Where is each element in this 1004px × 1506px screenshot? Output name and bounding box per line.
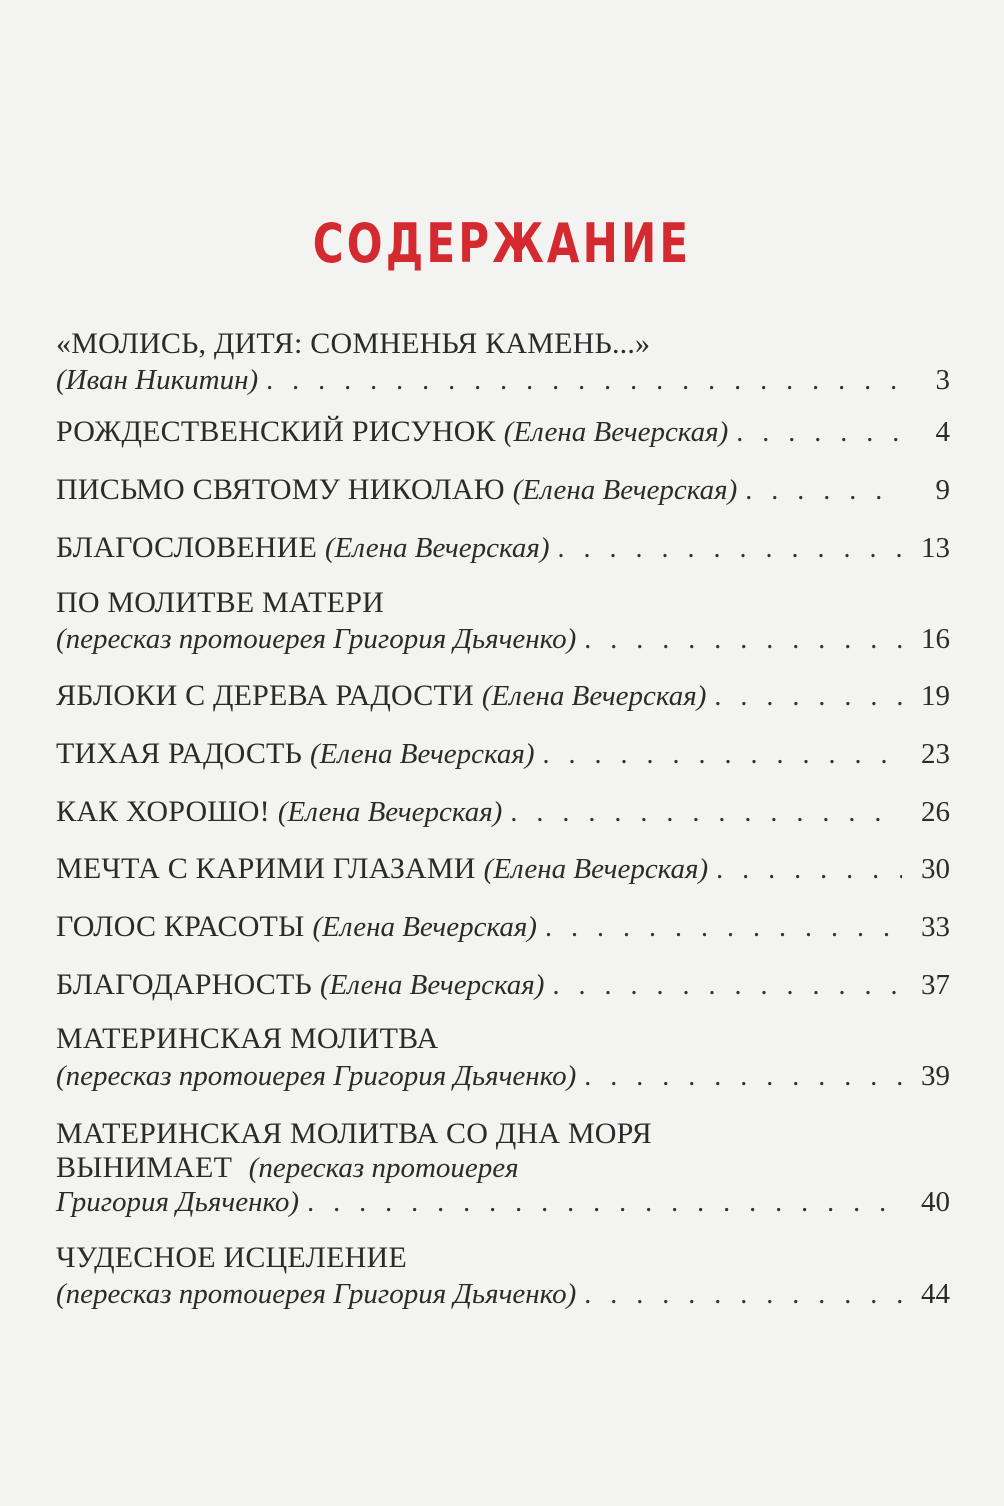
toc-entry-author: (Елена Вечерская) bbox=[512, 474, 738, 506]
dot-leader bbox=[552, 968, 902, 1004]
dot-leader bbox=[545, 910, 902, 946]
toc-entry[interactable] bbox=[56, 678, 950, 714]
toc-entry-author: (пересказ протоиерея Григория Дьяченко) bbox=[56, 1278, 577, 1310]
toc-entry-page: 39 bbox=[921, 1060, 950, 1092]
toc-entry-author: (Елена Вечерская) bbox=[481, 680, 707, 712]
toc-entry[interactable] bbox=[56, 362, 950, 398]
toc-entry-author: (Елена Вечерская) bbox=[483, 853, 709, 885]
toc-entry-title: ЯБЛОКИ С ДЕРЕВА РАДОСТИ bbox=[56, 679, 474, 712]
dot-leader bbox=[714, 679, 902, 715]
toc-entry-page: 13 bbox=[921, 532, 950, 564]
toc-entry-page: 4 bbox=[935, 416, 950, 448]
toc-entry[interactable] bbox=[56, 414, 950, 450]
toc-entry-title: ТИХАЯ РАДОСТЬ bbox=[56, 737, 302, 770]
dot-leader bbox=[510, 795, 902, 831]
toc-entry-title: «МОЛИСЬ, ДИТЯ: СОМНЕНЬЯ КАМЕНЬ...» bbox=[56, 327, 651, 360]
page-title: СОДЕРЖАНИЕ bbox=[312, 212, 692, 275]
toc-entry-page: 23 bbox=[921, 738, 950, 770]
toc-entry-title: ЧУДЕСНОЕ ИСЦЕЛЕНИЕ bbox=[56, 1241, 407, 1274]
toc-entry[interactable] bbox=[56, 530, 950, 566]
dot-leader bbox=[584, 622, 902, 658]
dot-leader bbox=[266, 363, 902, 399]
toc-entry-author: (Елена Вечерская) bbox=[277, 796, 503, 828]
toc-entry-title: БЛАГОСЛОВЕНИЕ bbox=[56, 531, 317, 564]
toc-entry-author: (Елена Вечерская) bbox=[310, 738, 535, 770]
toc-entry-author: (пересказ протоиерея Григория Дьяченко) bbox=[56, 1060, 577, 1092]
toc-entry-page: 16 bbox=[921, 623, 950, 655]
toc-entry-page: 9 bbox=[935, 474, 950, 506]
toc-entry-author: (пересказ протоиерея bbox=[248, 1152, 519, 1184]
toc-entry-page: 19 bbox=[921, 680, 950, 712]
toc-entry-page: 33 bbox=[921, 911, 950, 943]
toc-entry-author: (Елена Вечерская) bbox=[312, 911, 537, 943]
toc-entry-author: (Елена Вечерская) bbox=[324, 532, 550, 564]
toc-entry-title: ВЫНИМАЕТ (пересказ протоиерея bbox=[56, 1151, 519, 1184]
toc-entry-author: (пересказ протоиерея Григория Дьяченко) bbox=[56, 623, 577, 655]
toc-entry[interactable] bbox=[56, 472, 950, 508]
toc-entry-title: ГОЛОС КРАСОТЫ bbox=[56, 910, 305, 943]
toc-entry-title: МАТЕРИНСКАЯ МОЛИТВА СО ДНА МОРЯ bbox=[56, 1117, 652, 1150]
dot-leader bbox=[716, 852, 902, 888]
toc-entry-author: (Елена Вечерская) bbox=[319, 969, 545, 1001]
toc-entry-page: 3 bbox=[935, 364, 950, 396]
toc-entry-author: Григория Дьяченко) bbox=[56, 1186, 300, 1218]
toc-entry-title: КАК ХОРОШО! bbox=[56, 795, 270, 828]
toc-entry-title: МАТЕРИНСКАЯ МОЛИТВА bbox=[56, 1022, 439, 1055]
toc-entry-title: ПИСЬМО СВЯТОМУ НИКОЛАЮ bbox=[56, 473, 505, 506]
toc-entry[interactable] bbox=[56, 909, 950, 945]
dot-leader bbox=[307, 1185, 902, 1221]
dot-leader bbox=[584, 1059, 902, 1095]
dot-leader bbox=[736, 415, 902, 451]
dot-leader bbox=[543, 737, 902, 773]
toc-entry-title: РОЖДЕСТВЕНСКИЙ РИСУНОК bbox=[56, 415, 496, 448]
toc-entry-page: 26 bbox=[921, 796, 950, 828]
toc-entry[interactable] bbox=[56, 736, 950, 772]
toc-entry[interactable] bbox=[56, 794, 950, 830]
toc-entry[interactable] bbox=[56, 1184, 950, 1220]
dot-leader bbox=[558, 531, 903, 567]
toc-entry-page: 37 bbox=[921, 969, 950, 1001]
toc-entry-page: 44 bbox=[921, 1278, 950, 1310]
toc-entry[interactable] bbox=[56, 621, 950, 657]
toc-entry[interactable] bbox=[56, 967, 950, 1003]
toc-entry[interactable] bbox=[56, 1276, 950, 1312]
toc-entry-page: 30 bbox=[921, 853, 950, 885]
toc-entry-author: (Иван Никитин) bbox=[56, 364, 259, 396]
toc-entry-title: БЛАГОДАРНОСТЬ bbox=[56, 968, 312, 1001]
toc-entry-page: 40 bbox=[921, 1186, 950, 1218]
toc-entry[interactable] bbox=[56, 1058, 950, 1094]
toc-entry-title: МЕЧТА С КАРИМИ ГЛАЗАМИ bbox=[56, 852, 476, 885]
toc-entry-title: ПО МОЛИТВЕ МАТЕРИ bbox=[56, 586, 384, 619]
toc-entry-author: (Елена Вечерская) bbox=[503, 416, 729, 448]
toc-entry[interactable] bbox=[56, 851, 950, 887]
dot-leader bbox=[745, 473, 902, 509]
dot-leader bbox=[584, 1277, 902, 1313]
